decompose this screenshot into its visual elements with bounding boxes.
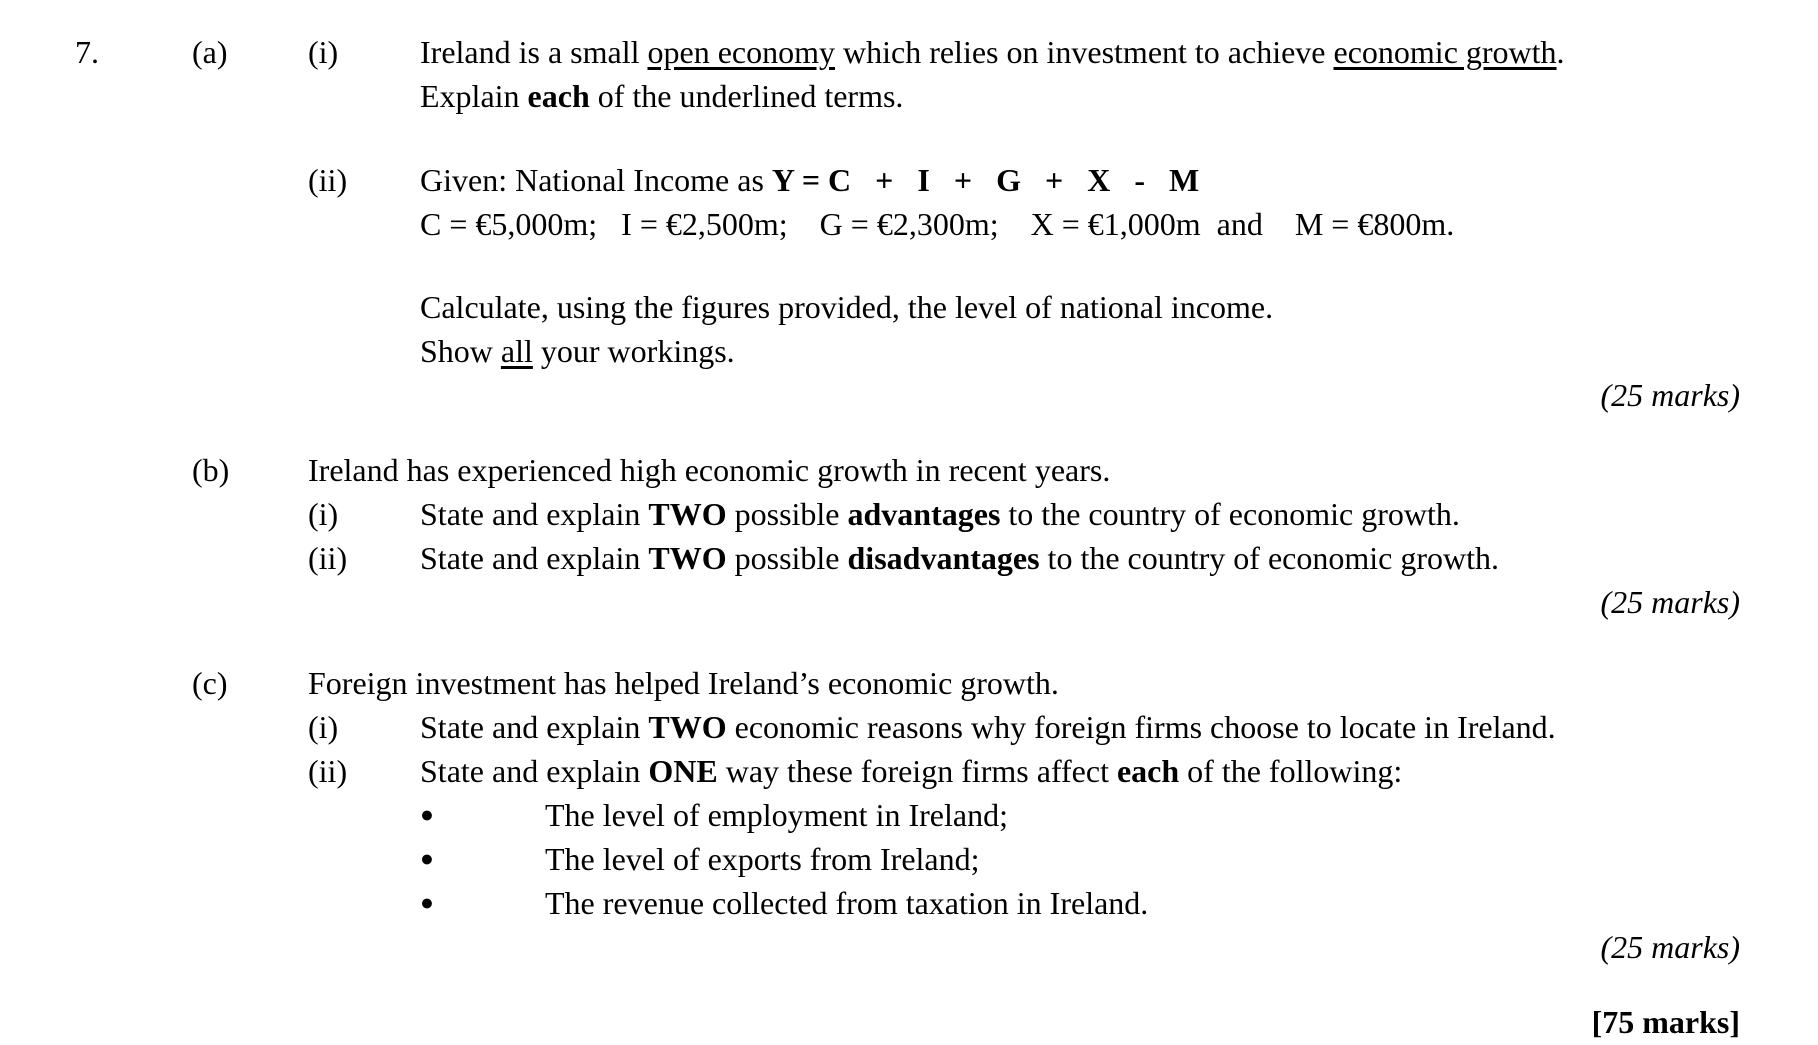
calculate-instruction-line: Calculate, using the figures provided, the level of national income. [420, 289, 1274, 325]
national-income-formula-line: Given: National Income as Y = C + I + G + X - M [420, 162, 1200, 198]
bullet-employment-text: The level of employment in Ireland; [545, 797, 1008, 833]
bullet-exports-text: The level of exports from Ireland; [545, 841, 980, 877]
part-c-sub-ii-label: (ii) [308, 753, 348, 789]
part-b-sub-ii-row [308, 536, 1740, 580]
part-b-sub-i-label: (i) [308, 496, 339, 532]
part-b-intro-line: Ireland has experienced high economic growth in recent years. [308, 452, 1111, 488]
part-c-intro-line: Foreign investment has helped Ireland’s economic growth. [308, 665, 1059, 701]
part-a-sub-i-line-1: Ireland is a small open economy which relies on investment to achieve economic growth. [420, 34, 1565, 70]
part-a-sub-ii-label: (ii) [308, 162, 348, 198]
part-c-sub-ii-text: State and explain ONE way these foreign firms affect each of the following: [420, 753, 1403, 789]
national-income-values-line: C = €5,000m; I = €2,500m; G = €2,300m; X = €1,000m and M = €800m. [420, 206, 1455, 242]
bullet-icon: ● [420, 802, 434, 827]
show-workings-line: Show all your workings. [420, 333, 735, 369]
part-c-sub-i-text: State and explain TWO economic reasons why foreign firms choose to locate in Ireland. [420, 709, 1556, 745]
bullet-item-exports [308, 837, 1740, 881]
part-a-sub-i-body [420, 30, 1740, 118]
total-marks: [75 marks] [1591, 1004, 1740, 1040]
part-a-label: (a) [192, 34, 228, 70]
part-c-sub-ii-row [308, 749, 1740, 793]
part-a-sub-ii-body [420, 158, 1740, 373]
bullet-icon: ● [420, 846, 434, 871]
part-b-label: (b) [192, 452, 230, 488]
part-c-sub-i-label: (i) [308, 709, 339, 745]
part-c-sub-i-row [308, 705, 1740, 749]
bullet-taxation-text: The revenue collected from taxation in Ireland. [545, 885, 1149, 921]
part-b-sub-i-text: State and explain TWO possible advantages to the country of economic growth. [420, 496, 1460, 532]
part-a-sub-i-block [75, 30, 1740, 118]
part-c-block [75, 661, 1740, 925]
question-number: 7. [75, 34, 99, 70]
part-b-body [308, 448, 1740, 580]
part-b-block [75, 448, 1740, 580]
part-a-sub-i-label: (i) [308, 34, 339, 70]
part-c-body [308, 661, 1740, 925]
part-b-marks: (25 marks) [1600, 584, 1740, 620]
part-a-sub-i-line-2: Explain each of the underlined terms. [420, 78, 904, 114]
part-c-marks: (25 marks) [1600, 929, 1740, 965]
part-a-marks: (25 marks) [1600, 377, 1740, 413]
bullet-icon: ● [420, 890, 434, 915]
bullet-item-employment [308, 793, 1740, 837]
part-b-sub-ii-text: State and explain TWO possible disadvantages to the country of economic growth. [420, 540, 1499, 576]
part-c-label: (c) [192, 665, 228, 701]
part-b-sub-i-row [308, 492, 1740, 536]
bullet-item-taxation [308, 881, 1740, 925]
part-a-sub-ii-block [75, 158, 1740, 373]
part-b-sub-ii-label: (ii) [308, 540, 348, 576]
